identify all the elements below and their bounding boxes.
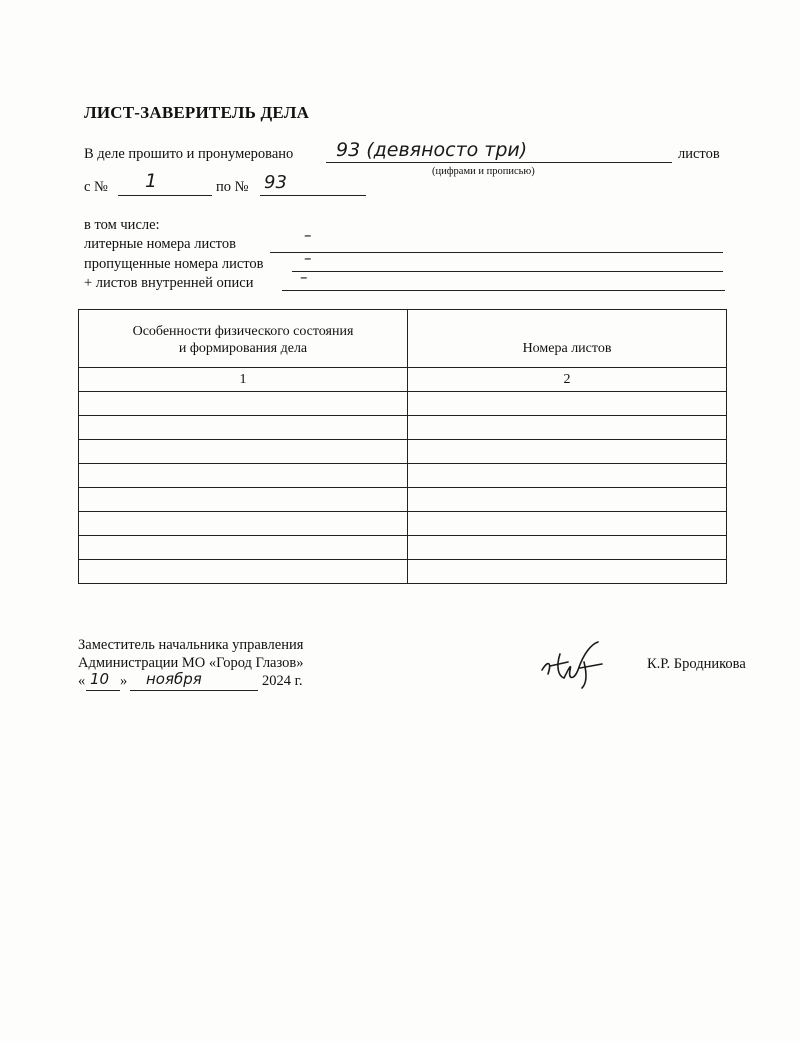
table-cell (408, 392, 727, 416)
inner-inventory-underline (282, 290, 725, 291)
position-line1: Заместитель начальника управления (78, 637, 304, 653)
table-cell (408, 488, 727, 512)
table-row (79, 464, 727, 488)
table-row (79, 416, 727, 440)
including-label: в том числе: (84, 217, 160, 233)
table-row (79, 512, 727, 536)
from-number-label: с № (84, 179, 108, 195)
pages-count-label: В деле прошито и пронумеровано (84, 146, 294, 162)
table-row (79, 392, 727, 416)
condition-table (78, 309, 727, 584)
table-cell (408, 536, 727, 560)
inner-inventory-label: + листов внутренней описи (84, 275, 254, 291)
table-cell (408, 560, 727, 584)
missing-numbers-label: пропущенные номера листов (84, 256, 264, 272)
inner-inventory-handwritten: – (300, 268, 308, 286)
signature-block (78, 636, 303, 672)
date-day-underline (86, 690, 120, 691)
date-month-handwritten: ноября (146, 670, 202, 688)
table-cell (408, 512, 727, 536)
table-row (79, 440, 727, 464)
table-header-page-numbers: Номера листов (408, 310, 727, 368)
pages-label: листов (678, 146, 720, 162)
table-header-condition (79, 310, 408, 368)
table-index-row (79, 368, 727, 392)
handwritten-signature (538, 640, 608, 690)
table-row (79, 536, 727, 560)
table-header-row (79, 310, 727, 368)
table-cell (79, 488, 408, 512)
table-header-condition-line1: Особенности физического состояния (132, 324, 354, 339)
pages-count-handwritten: 93 (девяносто три) (336, 139, 528, 161)
letter-numbers-handwritten: – (304, 226, 312, 244)
pages-count-underline (326, 162, 672, 163)
date-year: 2024 г. (262, 673, 303, 689)
signatory-name: К.Р. Бродникова (647, 656, 746, 672)
table-cell (79, 416, 408, 440)
table-cell (79, 440, 408, 464)
position-line2: Администрации МО «Город Глазов» (78, 655, 304, 671)
table-cell (408, 416, 727, 440)
table-index-col2: 2 (408, 368, 727, 392)
table-cell (408, 440, 727, 464)
missing-numbers-handwritten: – (304, 249, 312, 267)
table-cell (79, 464, 408, 488)
document-title: ЛИСТ-ЗАВЕРИТЕЛЬ ДЕЛА (84, 103, 310, 122)
date-open-quote: « (78, 673, 86, 689)
pages-count-caption: (цифрами и прописью) (432, 166, 535, 177)
table-row (79, 488, 727, 512)
table-cell (408, 464, 727, 488)
table-row (79, 560, 727, 584)
date-month-underline (130, 690, 258, 691)
missing-numbers-underline (292, 271, 723, 272)
table-header-condition-line2: и формирования дела (178, 341, 308, 356)
date-day-handwritten: 10 (90, 670, 110, 688)
to-number-label: по № (216, 179, 249, 195)
table-cell (79, 560, 408, 584)
from-number-underline (118, 195, 212, 196)
to-number-underline (260, 195, 366, 196)
to-number-handwritten: 93 (264, 172, 287, 193)
table-cell (79, 512, 408, 536)
letter-numbers-label: литерные номера листов (84, 236, 236, 252)
table-cell (79, 536, 408, 560)
date-close-quote: » (120, 673, 128, 689)
from-number-handwritten: 1 (145, 170, 158, 192)
table-cell (79, 392, 408, 416)
letter-numbers-underline (270, 252, 723, 253)
table-index-col1: 1 (79, 368, 408, 392)
